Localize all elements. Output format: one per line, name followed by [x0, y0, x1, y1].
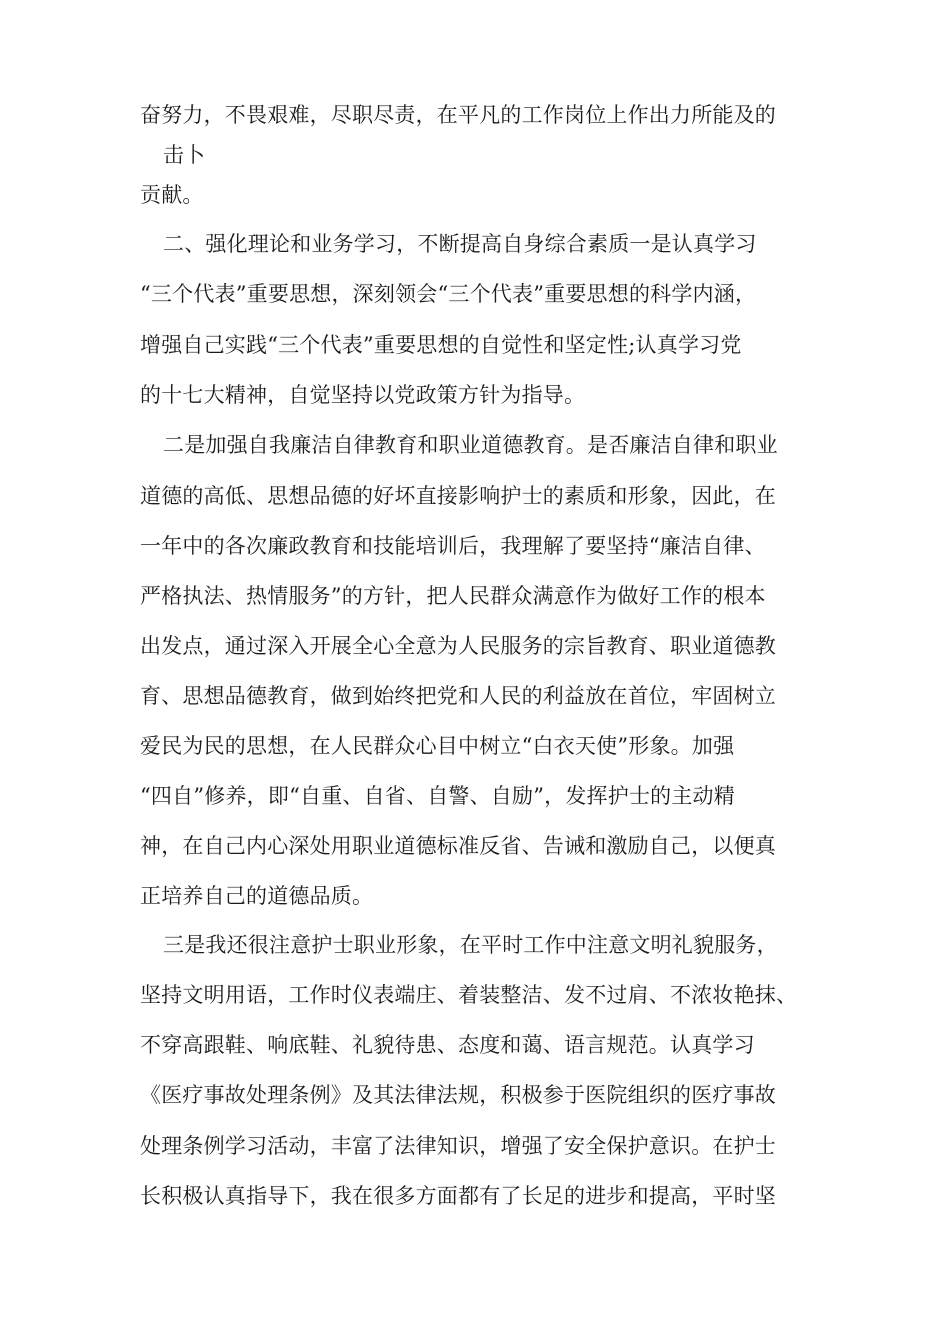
text-line: 育、思想品德教育，做到始终把党和人民的利益放在首位，牢固树立: [140, 684, 776, 708]
text-line: 一年中的各次廉政教育和技能培训后，我理解了要坚持“廉洁自律、: [140, 534, 766, 558]
text-line: “三个代表”重要思想，深刻领会“三个代表”重要思想的科学内涵，: [140, 282, 757, 306]
text-line: 道德的高低、思想品德的好坏直接影响护士的素质和形象，因此，在: [140, 484, 776, 508]
text-line: 的十七大精神，自觉坚持以党政策方针为指导。: [140, 383, 586, 407]
text-line: 增强自己实践“三个代表”重要思想的自觉性和坚定性;认真学习党: [140, 333, 742, 357]
text-line: 坚持文明用语，工作时仪表端庄、着装整洁、发不过肩、不浓妆艳抹、: [140, 983, 798, 1007]
paragraph-start-line: 二是加强自我廉洁自律教育和职业道德教育。是否廉洁自律和职业: [163, 433, 778, 457]
text-line: “四自”修养，即“自重、自省、自警、自励”，发挥护士的主动精: [140, 784, 735, 808]
text-line: 出发点，通过深入开展全心全意为人民服务的宗旨教育、职业道德教: [140, 634, 776, 658]
text-line: 神，在自己内心深处用职业道德标准反省、告诫和激励自己，以便真: [140, 834, 776, 858]
stray-text-artifact: 击卜: [163, 143, 205, 167]
text-line: 爱民为民的思想，在人民群众心目中树立“白衣天使”形象。加强: [140, 734, 735, 758]
paragraph-start-line: 二、强化理论和业务学习，不断提高自身综合素质一是认真学习: [163, 232, 757, 256]
text-line: 奋努力，不畏艰难，尽职尽责，在平凡的工作岗位上作出力所能及的: [140, 103, 776, 127]
text-line: 严格执法、热情服务”的方针，把人民群众满意作为做好工作的根本: [140, 584, 766, 608]
text-line: 《医疗事故处理条例》及其法律法规，积极参于医院组织的医疗事故: [140, 1083, 776, 1107]
paragraph-start-line: 三是我还很注意护士职业形象，在平时工作中注意文明礼貌服务，: [163, 933, 778, 957]
text-line: 长积极认真指导下，我在很多方面都有了长足的进步和提高，平时坚: [140, 1184, 776, 1208]
text-line: 处理条例学习活动，丰富了法律知识，增强了安全保护意识。在护士: [140, 1134, 776, 1158]
text-line: 正培养自己的道德品质。: [140, 884, 374, 908]
text-line: 不穿高跟鞋、响底鞋、礼貌待患、态度和蔼、语言规范。认真学习: [140, 1033, 755, 1057]
text-line: 贡献。: [140, 183, 204, 207]
